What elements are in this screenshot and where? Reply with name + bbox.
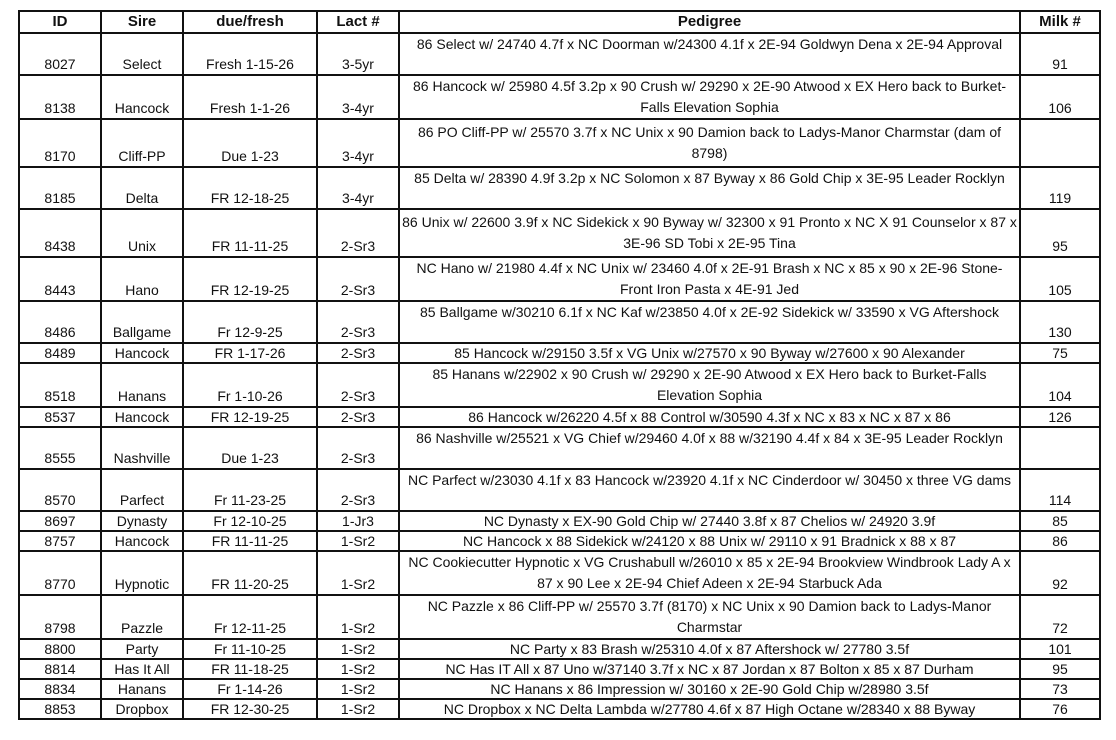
cell-pedigree: 86 Hancock w/26220 4.5f x 88 Control w/30590 4.3f x NC x 83 x NC x 87 x 86 [399, 407, 1020, 427]
cell-pedigree: 86 Unix w/ 22600 3.9f x NC Sidekick x 90 Byway w/ 32300 x 91 Pronto x NC X 91 Counselor x 87 x 3E-96 SD Tobi x 2E-95 Tina [399, 209, 1020, 257]
table-row [19, 33, 1100, 75]
table-row [19, 343, 1100, 363]
cell-pedigree: 85 Ballgame w/30210 6.1f x NC Kaf w/23850 4.0f x 2E-92 Sidekick w/ 33590 x VG Aftershock [399, 301, 1020, 343]
header-due-fresh: due/fresh [183, 11, 317, 33]
cell-milk: 73 [1020, 679, 1100, 699]
cell-lact: 2-Sr3 [317, 469, 399, 511]
cell-sire: Dropbox [101, 699, 183, 719]
table-row [19, 595, 1100, 639]
cell-milk: 105 [1020, 257, 1100, 301]
table-row [19, 551, 1100, 595]
cell-due-fresh: FR 12-19-25 [183, 407, 317, 427]
cell-due-fresh: Due 1-23 [183, 119, 317, 167]
cell-id: 8027 [19, 33, 101, 75]
cell-pedigree: 86 PO Cliff-PP w/ 25570 3.7f x NC Unix x 90 Damion back to Ladys-Manor Charmstar (dam of 8798) [399, 119, 1020, 167]
cell-sire: Unix [101, 209, 183, 257]
cell-due-fresh: Fr 12-9-25 [183, 301, 317, 343]
table-row [19, 679, 1100, 699]
cell-milk: 130 [1020, 301, 1100, 343]
cell-lact: 1-Sr2 [317, 639, 399, 659]
cell-id: 8518 [19, 363, 101, 407]
cell-id: 8443 [19, 257, 101, 301]
cell-lact: 3-5yr [317, 33, 399, 75]
cell-lact: 1-Sr2 [317, 595, 399, 639]
header-sire: Sire [101, 11, 183, 33]
cell-pedigree: NC Hanans x 86 Impression w/ 30160 x 2E-90 Gold Chip w/28980 3.5f [399, 679, 1020, 699]
table-row [19, 639, 1100, 659]
header-lact: Lact # [317, 11, 399, 33]
cell-sire: Nashville [101, 427, 183, 469]
cell-pedigree: 86 Hancock w/ 25980 4.5f 3.2p x 90 Crush w/ 29290 x 2E-90 Atwood x EX Hero back to Burket-Falls Elevation Sophia [399, 75, 1020, 119]
pedigree-table [18, 10, 1101, 720]
cell-milk: 106 [1020, 75, 1100, 119]
cell-id: 8438 [19, 209, 101, 257]
cell-id: 8697 [19, 511, 101, 531]
cell-sire: Hancock [101, 75, 183, 119]
cell-lact: 2-Sr3 [317, 363, 399, 407]
cell-lact: 1-Sr2 [317, 679, 399, 699]
cell-sire: Delta [101, 167, 183, 209]
cell-sire: Ballgame [101, 301, 183, 343]
table-row [19, 427, 1100, 469]
cell-id: 8170 [19, 119, 101, 167]
cell-pedigree: NC Cookiecutter Hypnotic x VG Crushabull w/26010 x 85 x 2E-94 Brookview Windbrook Lady A x 87 x 90 Lee x 2E-94 Chief Adeen x 2E-94 Starbuck Ada [399, 551, 1020, 595]
cell-due-fresh: Fr 1-10-26 [183, 363, 317, 407]
cell-lact: 2-Sr3 [317, 257, 399, 301]
cell-due-fresh: Fr 12-11-25 [183, 595, 317, 639]
cell-lact: 3-4yr [317, 75, 399, 119]
cell-id: 8800 [19, 639, 101, 659]
cell-milk: 114 [1020, 469, 1100, 511]
cell-sire: Cliff-PP [101, 119, 183, 167]
cell-milk [1020, 427, 1100, 469]
cell-pedigree: NC Parfect w/23030 4.1f x 83 Hancock w/23920 4.1f x NC Cinderdoor w/ 30450 x three VG dams [399, 469, 1020, 511]
table-row [19, 257, 1100, 301]
cell-id: 8555 [19, 427, 101, 469]
cell-due-fresh: FR 12-30-25 [183, 699, 317, 719]
cell-due-fresh: FR 11-18-25 [183, 659, 317, 679]
table-row [19, 659, 1100, 679]
table-row [19, 511, 1100, 531]
cell-due-fresh: FR 11-11-25 [183, 531, 317, 551]
cell-lact: 2-Sr3 [317, 343, 399, 363]
cell-milk: 101 [1020, 639, 1100, 659]
cell-id: 8798 [19, 595, 101, 639]
cell-sire: Select [101, 33, 183, 75]
cell-lact: 1-Sr2 [317, 531, 399, 551]
table-row [19, 407, 1100, 427]
table-row [19, 209, 1100, 257]
cell-sire: Hancock [101, 531, 183, 551]
cell-milk: 95 [1020, 659, 1100, 679]
table-row [19, 469, 1100, 511]
cell-milk: 91 [1020, 33, 1100, 75]
cell-lact: 1-Sr2 [317, 659, 399, 679]
table-row [19, 531, 1100, 551]
cell-pedigree: NC Dropbox x NC Delta Lambda w/27780 4.6f x 87 High Octane w/28340 x 88 Byway [399, 699, 1020, 719]
cell-lact: 1-Jr3 [317, 511, 399, 531]
cell-due-fresh: Due 1-23 [183, 427, 317, 469]
cell-id: 8537 [19, 407, 101, 427]
cell-id: 8486 [19, 301, 101, 343]
cell-milk: 92 [1020, 551, 1100, 595]
header-milk: Milk # [1020, 11, 1100, 33]
cell-due-fresh: FR 11-11-25 [183, 209, 317, 257]
cell-lact: 2-Sr3 [317, 301, 399, 343]
cell-pedigree: NC Hano w/ 21980 4.4f x NC Unix w/ 23460 4.0f x 2E-91 Brash x NC x 85 x 90 x 2E-96 Stone-Front Iron Pasta x 4E-91 Jed [399, 257, 1020, 301]
cell-due-fresh: FR 12-19-25 [183, 257, 317, 301]
table-row [19, 699, 1100, 719]
cell-sire: Hancock [101, 343, 183, 363]
cell-id: 8138 [19, 75, 101, 119]
cell-id: 8814 [19, 659, 101, 679]
cell-milk: 86 [1020, 531, 1100, 551]
cell-lact: 2-Sr3 [317, 209, 399, 257]
cell-due-fresh: Fr 11-10-25 [183, 639, 317, 659]
cell-milk: 72 [1020, 595, 1100, 639]
cell-sire: Hancock [101, 407, 183, 427]
cell-id: 8570 [19, 469, 101, 511]
cell-sire: Pazzle [101, 595, 183, 639]
cell-sire: Hypnotic [101, 551, 183, 595]
cell-pedigree: NC Pazzle x 86 Cliff-PP w/ 25570 3.7f (8170) x NC Unix x 90 Damion back to Ladys-Manor Charmstar [399, 595, 1020, 639]
table-row [19, 363, 1100, 407]
header-id: ID [19, 11, 101, 33]
cell-due-fresh: Fresh 1-15-26 [183, 33, 317, 75]
cell-sire: Dynasty [101, 511, 183, 531]
cell-due-fresh: Fr 12-10-25 [183, 511, 317, 531]
cell-milk: 119 [1020, 167, 1100, 209]
table-row [19, 301, 1100, 343]
cell-sire: Hanans [101, 363, 183, 407]
header-pedigree: Pedigree [399, 11, 1020, 33]
cell-id: 8185 [19, 167, 101, 209]
cell-pedigree: 86 Select w/ 24740 4.7f x NC Doorman w/24300 4.1f x 2E-94 Goldwyn Dena x 2E-94 Approval [399, 33, 1020, 75]
table-row [19, 75, 1100, 119]
cell-sire: Parfect [101, 469, 183, 511]
cell-pedigree: NC Hancock x 88 Sidekick w/24120 x 88 Unix w/ 29110 x 91 Bradnick x 88 x 87 [399, 531, 1020, 551]
cell-lact: 3-4yr [317, 119, 399, 167]
cell-due-fresh: Fr 11-23-25 [183, 469, 317, 511]
cell-pedigree: 85 Delta w/ 28390 4.9f 3.2p x NC Solomon x 87 Byway x 86 Gold Chip x 3E-95 Leader Rocklyn [399, 167, 1020, 209]
cell-due-fresh: Fresh 1-1-26 [183, 75, 317, 119]
cell-due-fresh: Fr 1-14-26 [183, 679, 317, 699]
cell-lact: 3-4yr [317, 167, 399, 209]
cell-pedigree: NC Party x 83 Brash w/25310 4.0f x 87 Aftershock w/ 27780 3.5f [399, 639, 1020, 659]
cell-pedigree: 85 Hancock w/29150 3.5f x VG Unix w/27570 x 90 Byway w/27600 x 90 Alexander [399, 343, 1020, 363]
cell-id: 8853 [19, 699, 101, 719]
cell-lact: 1-Sr2 [317, 551, 399, 595]
cell-id: 8834 [19, 679, 101, 699]
header-row [19, 11, 1100, 33]
cell-milk: 104 [1020, 363, 1100, 407]
cell-sire: Hanans [101, 679, 183, 699]
cell-due-fresh: FR 11-20-25 [183, 551, 317, 595]
cell-milk [1020, 119, 1100, 167]
cell-lact: 2-Sr3 [317, 427, 399, 469]
cell-milk: 75 [1020, 343, 1100, 363]
cell-due-fresh: FR 12-18-25 [183, 167, 317, 209]
cell-pedigree: NC Has IT All x 87 Uno w/37140 3.7f x NC x 87 Jordan x 87 Bolton x 85 x 87 Durham [399, 659, 1020, 679]
cell-milk: 126 [1020, 407, 1100, 427]
cell-lact: 1-Sr2 [317, 699, 399, 719]
cell-due-fresh: FR 1-17-26 [183, 343, 317, 363]
cell-sire: Has It All [101, 659, 183, 679]
cell-milk: 85 [1020, 511, 1100, 531]
cell-lact: 2-Sr3 [317, 407, 399, 427]
cell-sire: Party [101, 639, 183, 659]
cell-id: 8489 [19, 343, 101, 363]
cell-id: 8770 [19, 551, 101, 595]
table-row [19, 167, 1100, 209]
cell-milk: 76 [1020, 699, 1100, 719]
cell-pedigree: NC Dynasty x EX-90 Gold Chip w/ 27440 3.8f x 87 Chelios w/ 24920 3.9f [399, 511, 1020, 531]
cell-id: 8757 [19, 531, 101, 551]
cell-milk: 95 [1020, 209, 1100, 257]
table-row [19, 119, 1100, 167]
cell-pedigree: 86 Nashville w/25521 x VG Chief w/29460 4.0f x 88 w/32190 4.4f x 84 x 3E-95 Leader Rocklyn [399, 427, 1020, 469]
cell-pedigree: 85 Hanans w/22902 x 90 Crush w/ 29290 x 2E-90 Atwood x EX Hero back to Burket-Falls Elevation Sophia [399, 363, 1020, 407]
cell-sire: Hano [101, 257, 183, 301]
